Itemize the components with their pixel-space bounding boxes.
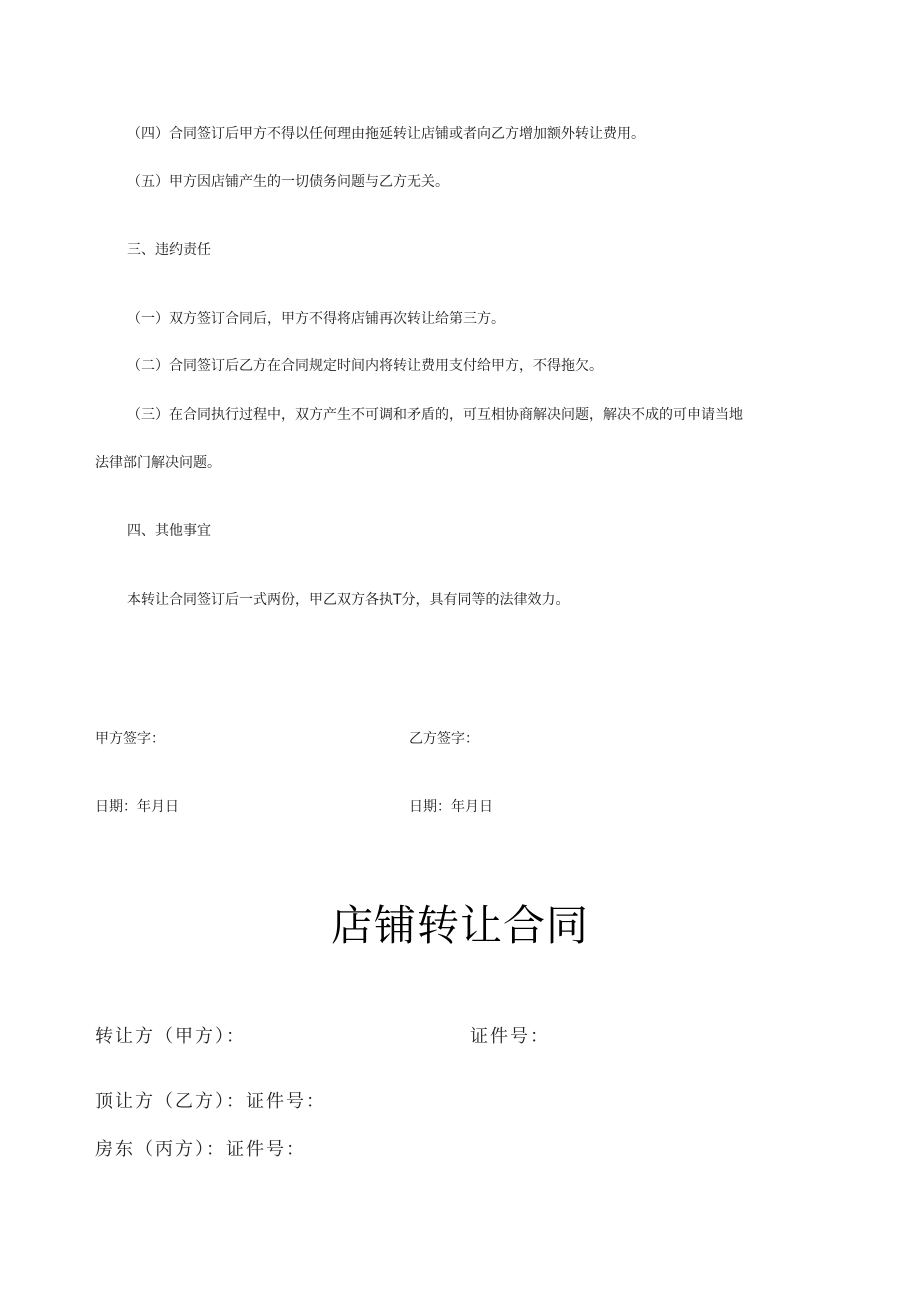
section-4-heading: 四、其他事宜 [127, 523, 211, 539]
party-b-date-label: 日期：年月日 [409, 799, 493, 815]
party-a-signature-label: 甲方签字： [95, 731, 165, 747]
contract-title: 店铺转让合同 [330, 901, 589, 950]
breach-clause-2: （二）合同签订后乙方在合同规定时间内将转让费用支付给甲方，不得拖欠。 [127, 358, 603, 374]
party-a-date-label: 日期：年月日 [95, 799, 179, 815]
transferor-id-label: 证件号： [470, 1026, 550, 1047]
transferor-label: 转让方（甲方）： [95, 1026, 246, 1047]
breach-clause-3-line2: 法律部门解决问题。 [95, 455, 221, 471]
clause-5-text: （五）甲方因店铺产生的一切债务问题与乙方无关。 [127, 174, 449, 190]
section-3-heading: 三、违约责任 [127, 242, 211, 258]
transferee-label: 顶让方（乙方）：证件号： [95, 1091, 326, 1112]
breach-clause-1: （一）双方签订合同后，甲方不得将店铺再次转让给第三方。 [127, 311, 505, 327]
party-b-signature-label: 乙方签字： [409, 731, 479, 747]
breach-clause-3-line1: （三）在合同执行过程中，双方产生不可调和矛盾的，可互相协商解决问题，解决不成的可申请当地 [127, 407, 743, 423]
landlord-label: 房东（丙方）：证件号： [95, 1139, 306, 1160]
clause-4-text: （四）合同签订后甲方不得以任何理由拖延转让店铺或者向乙方增加额外转让费用。 [127, 126, 645, 142]
other-matters-text: 本转让合同签订后一式两份，甲乙双方各执T分，具有同等的法律效力。 [127, 592, 570, 608]
